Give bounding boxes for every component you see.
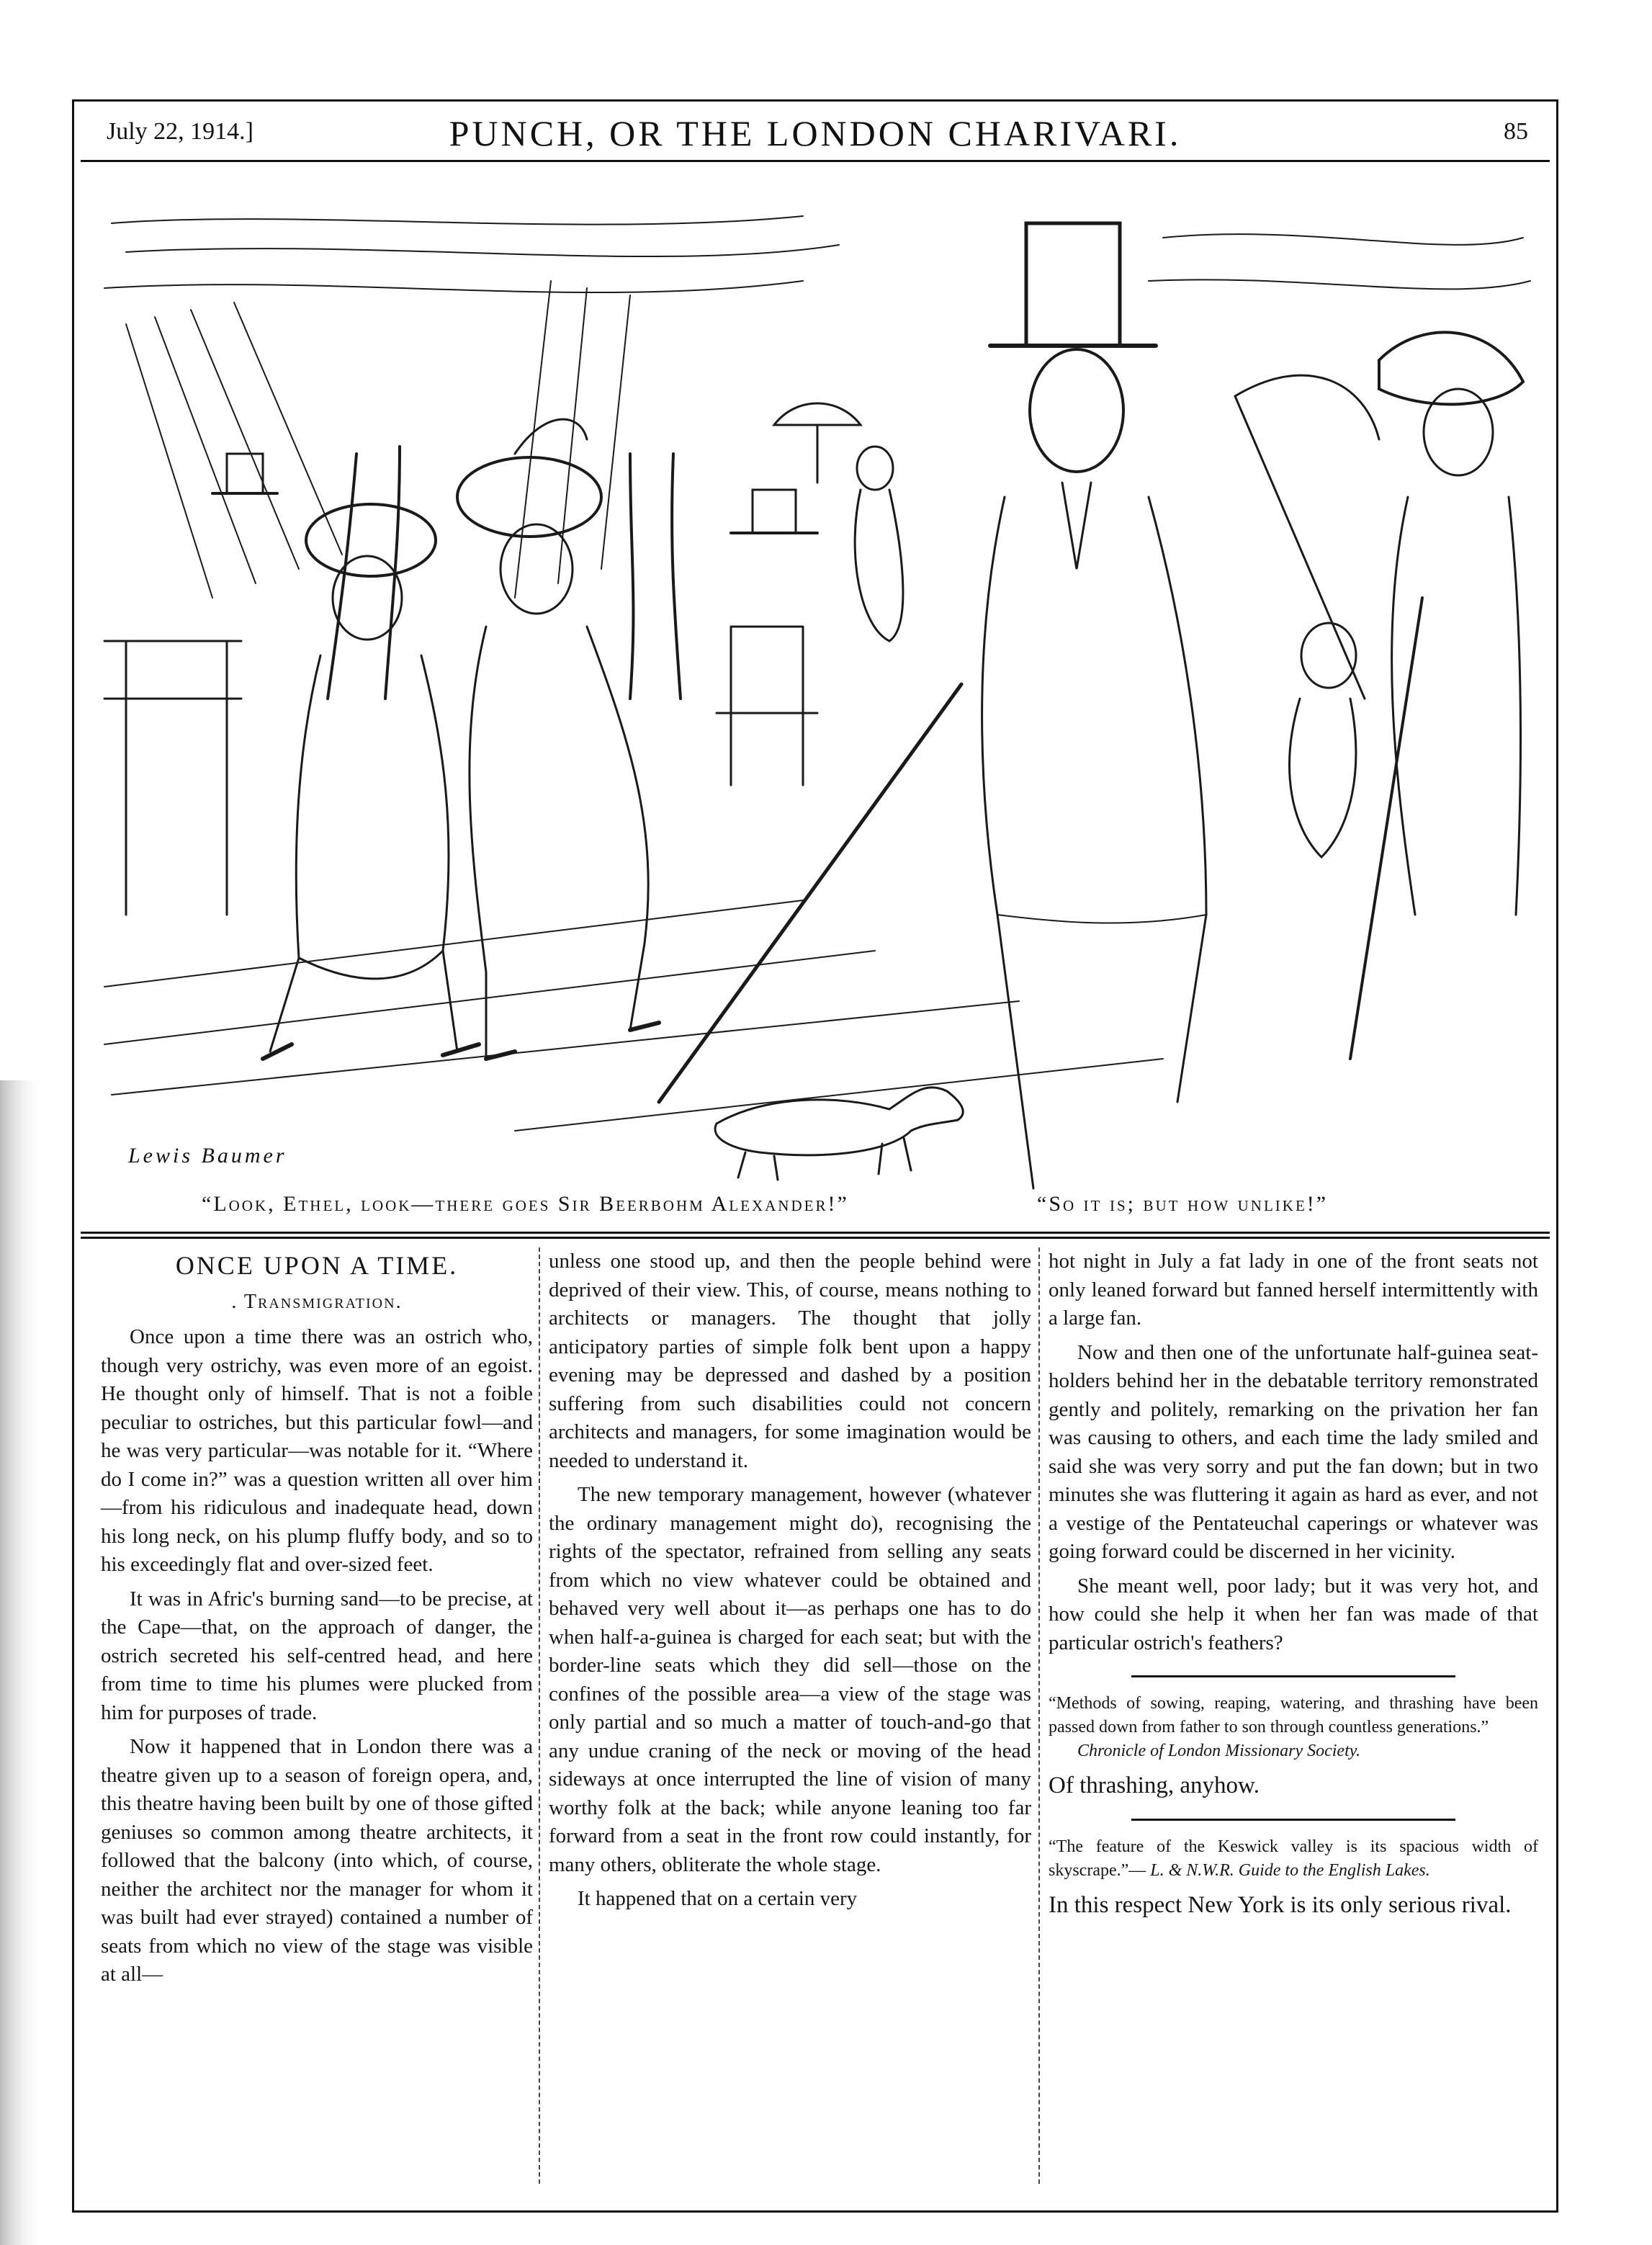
column-divider <box>1038 1247 1040 2184</box>
header-rule <box>81 160 1550 162</box>
article-title: ONCE UPON A TIME. <box>175 1251 459 1280</box>
snippet-quote <box>1049 1835 1538 1883</box>
snippet-comment: Of thrashing, anyhow. <box>1049 1773 1260 1798</box>
running-header <box>81 108 1550 158</box>
scan-edge-shadow <box>0 0 43 2245</box>
article-paragraph: Once upon a time there was an ostrich who, though very ostrichy, was even more of an egoist. He thought only of himself. That is not a foible peculiar to ostriches, but this particular fowl—and he was very particular—was notable for it. “Where do I come in?” was a question written all over him—from his ridiculous and inadequate head, down his long neck, on his plump fluffy body, and so to his exceedingly flat and over-sized feet. <box>101 1325 533 1576</box>
snippet-comment: In this respect New York is its only serious rival. <box>1049 1892 1512 1918</box>
article-subtitle: . Transmigration. <box>231 1290 403 1313</box>
column-divider <box>539 1247 540 2184</box>
section-rule <box>1131 1819 1455 1821</box>
page-number: 85 <box>1504 118 1528 145</box>
caption-rule-bottom <box>81 1237 1550 1239</box>
snippet-source: L. & N.W.R. Guide to the English Lakes. <box>1150 1861 1430 1880</box>
snippet-source: Chronicle of London Missionary Society. <box>1077 1742 1361 1760</box>
article-paragraph: She meant well, poor lady; but it was very hot, and how could she help it when her fan was made of that particular ostrich's feathers? <box>1049 1574 1538 1654</box>
artist-signature: Lewis Baumer <box>128 1144 287 1168</box>
snippet-quote-text: “Methods of sowing, reaping, watering, and thrashing have been passed down from father to son through countless generations.” <box>1049 1694 1538 1737</box>
column-2 <box>549 1247 1031 1919</box>
caption-rule-top <box>81 1232 1550 1234</box>
column-3 <box>1049 1247 1538 1935</box>
article-paragraph: The new temporary management, however (whatever the ordinary management might do), recognising the rights of the spectator, refrained from selling any seats from which no view whatever could be obtained and behaved very well about it—as perhaps one has to do when half-a-guinea is charged for each seat; but with the border-line seats which they did sell—those on the confines of the possible area—a view of the stage was only partial and so much a matter of touch-and-go that any undue craning of the neck or moving of the head sideways at once interrupted the line of vision of many worthy folk at the back; while anyone leaning too far forward from a seat in the front row could instantly, for many others, obliterate the whole stage. <box>549 1483 1031 1876</box>
snippet-quote-text: “The feature of the Keswick valley is its spacious width of skyscrape.”— <box>1049 1837 1538 1880</box>
article-paragraph: Now and then one of the unfortunate half-guinea seat-holders behind her in the debatable territory remonstrated gently and politely, remarking on the privation her fan was causing to others, and each time the lady smiled and said she was very sorry and put the fan down; but in two minutes she was fluttering it again as hard as ever, and not a vestige of the Pentateuchal caperings or whatever was going forward could be discerned in her vicinity. <box>1049 1340 1538 1563</box>
snippet-quote <box>1049 1692 1538 1763</box>
caption-left: “Look, Ethel, look—there goes Sir Beerbohm Alexander!” <box>202 1192 849 1216</box>
column-1 <box>101 1247 533 1995</box>
article-paragraph: unless one stood up, and then the people behind were deprived of their view. This, of course, means nothing to architects or managers. The thought that jolly anticipatory parties of simple folk bent upon a happy evening may be depressed and dashed by a position suffering from such disabilities could not concern architects and managers, for some imagination would be needed to understand it. <box>549 1250 1031 1472</box>
issue-date: July 22, 1914.] <box>107 118 253 145</box>
cartoon-illustration <box>83 194 1545 1192</box>
article-paragraph: It happened that on a certain very <box>578 1887 858 1910</box>
article-paragraph: hot night in July a fat lady in one of the front seats not only leaned forward but fanned herself intermittently with a large fan. <box>1049 1250 1538 1330</box>
section-rule <box>1131 1675 1455 1677</box>
masthead-title: PUNCH, OR THE LONDON CHARIVARI. <box>449 113 1182 153</box>
article-paragraph: It was in Afric's burning sand—to be precise, at the Cape—that, on the approach of danger, the ostrich secreted his self-centred head, and here from time to time his plumes were plucked from him for purposes of trade. <box>101 1587 533 1724</box>
article-paragraph: Now it happened that in London there was a theatre given up to a season of foreign opera, and, this theatre having been built by one of those gifted geniuses so common among theatre architects, it followed that the balcony (into which, of course, neither the architect nor the manager for whom it was built had ever strayed) contained a number of seats from which no view of the stage was visible at all— <box>101 1735 533 1986</box>
caption-right: “So it is; but how unlike!” <box>1037 1192 1329 1216</box>
